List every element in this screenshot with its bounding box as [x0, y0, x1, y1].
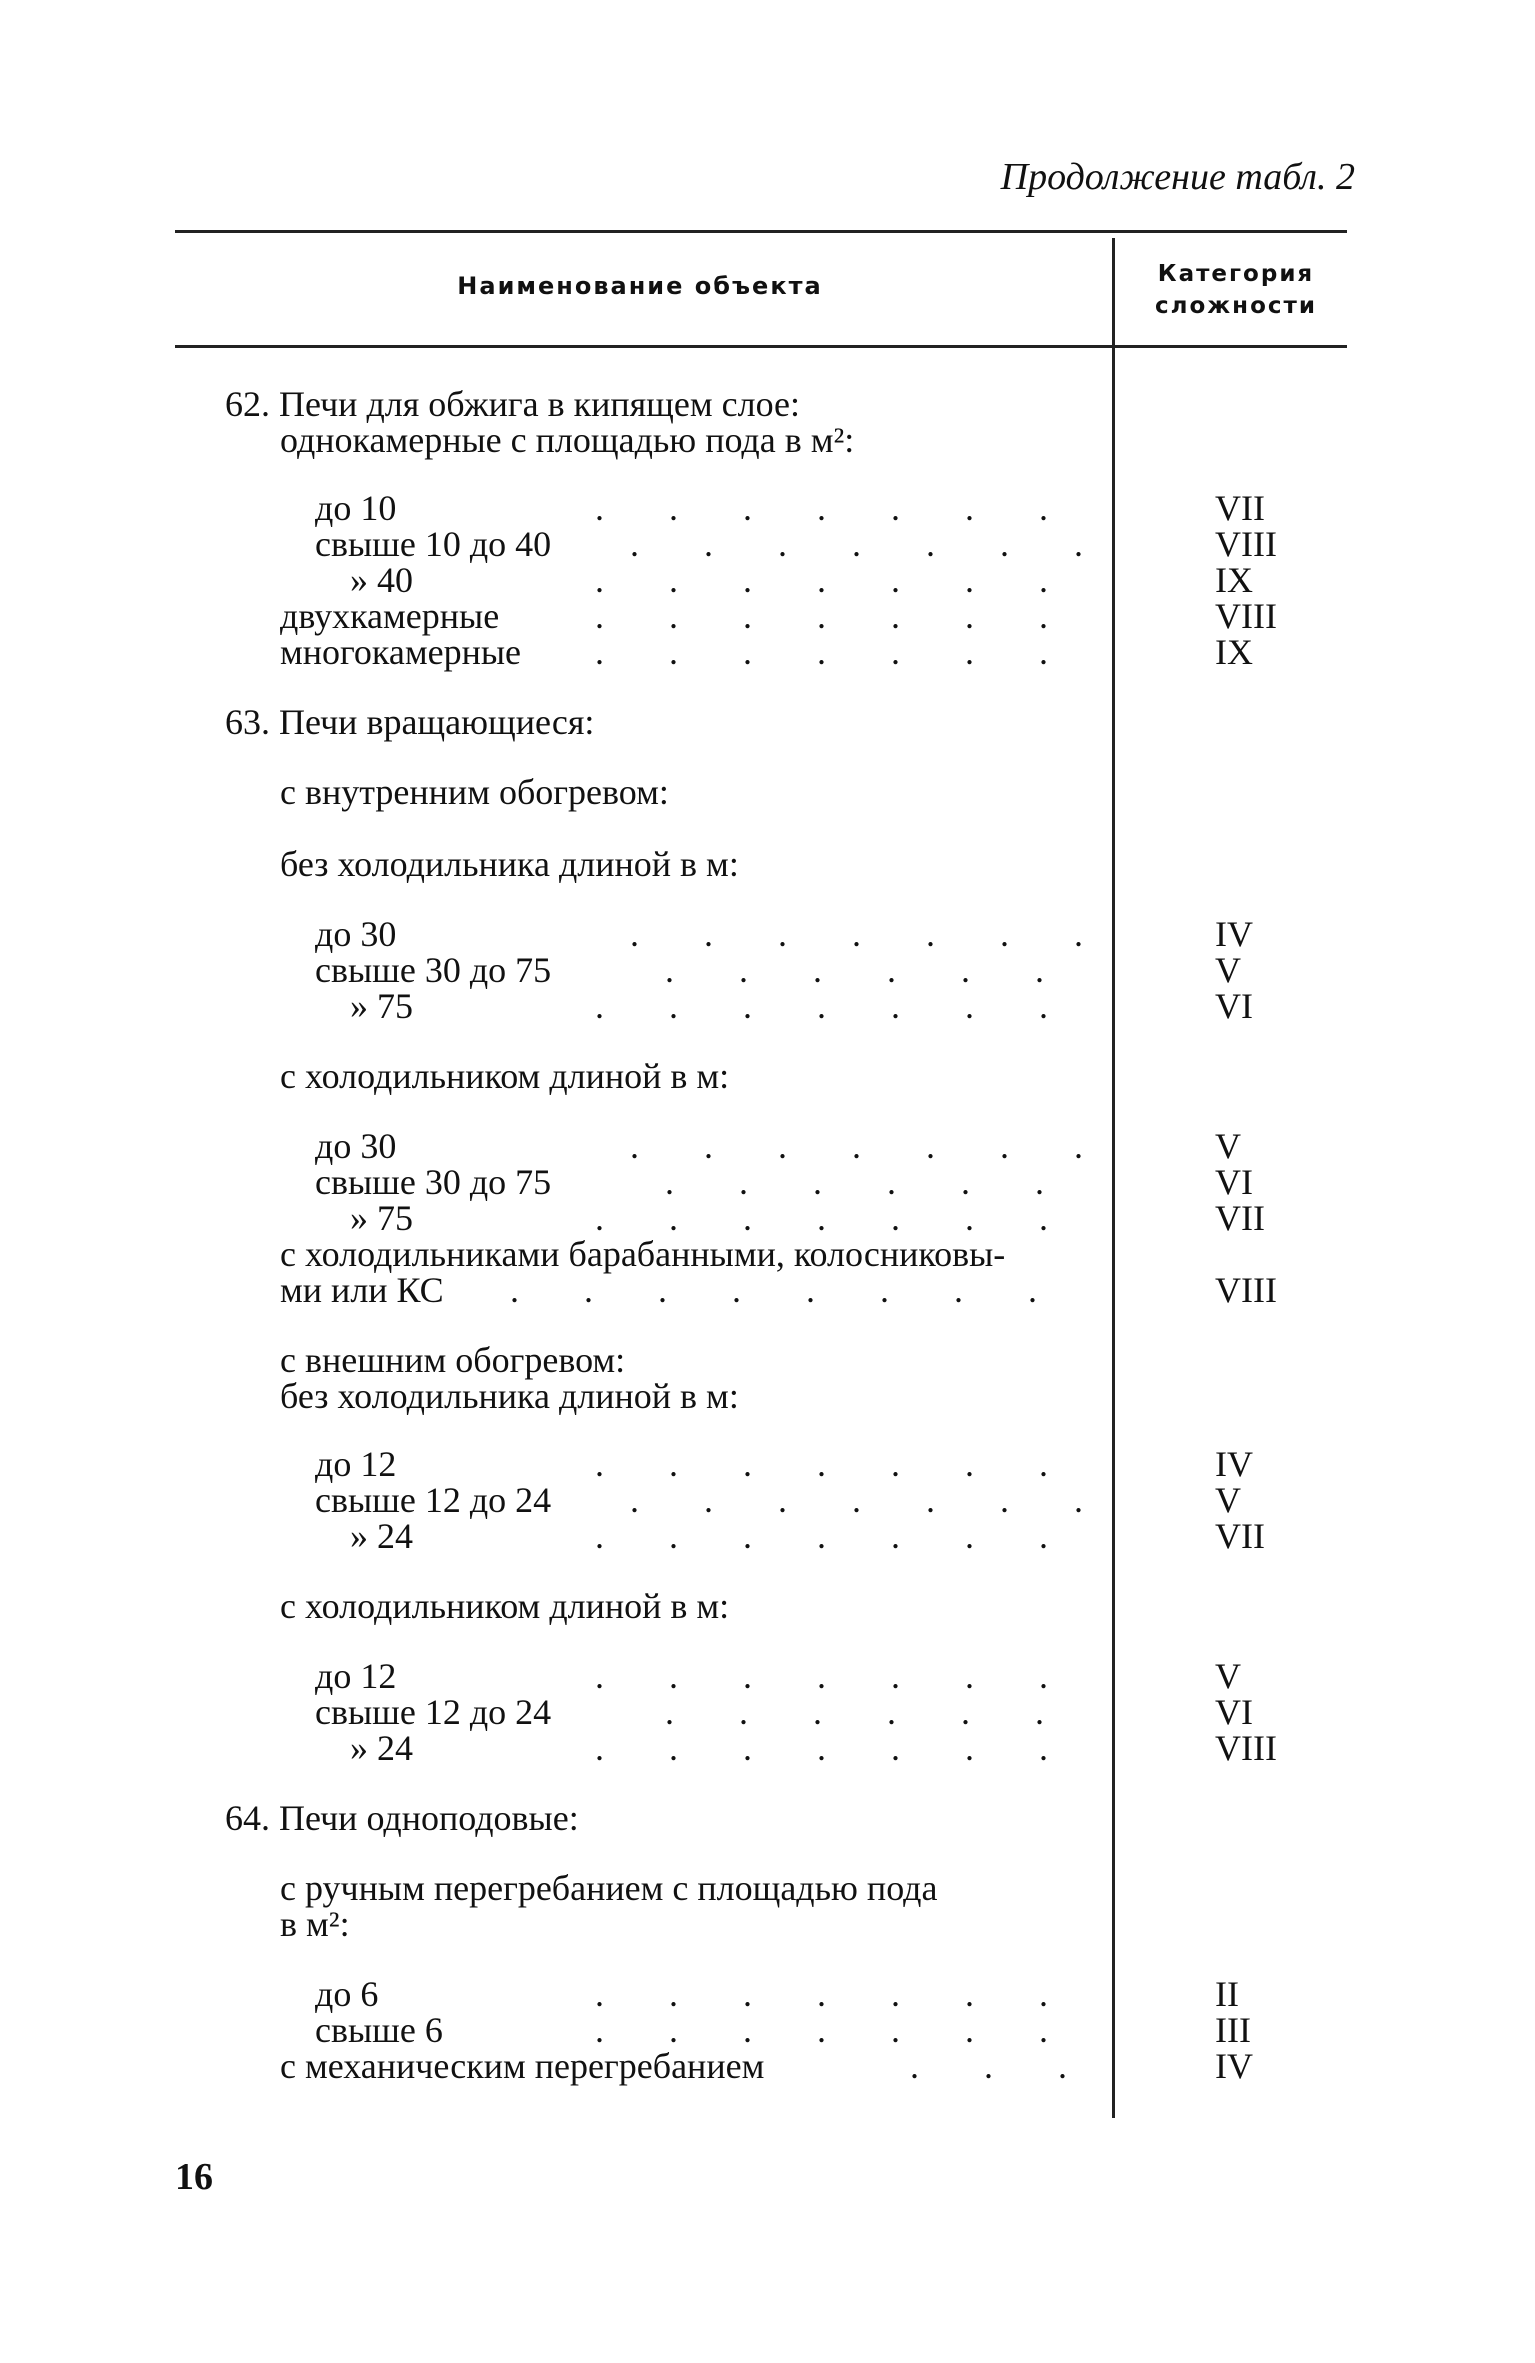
table-row — [0, 634, 1400, 670]
leader-dots: . . . . . . . — [630, 914, 1111, 954]
row-category: IV — [1215, 2046, 1253, 2086]
row-label: до 12 — [315, 1656, 397, 1696]
row-label: до 30 — [315, 1126, 397, 1166]
row-subheading: без холодильника длиной в м: — [280, 1376, 739, 1416]
row-category: VII — [1215, 1198, 1265, 1238]
table-row — [0, 1164, 1400, 1200]
row-subheading: однокамерные с площадью пода в м²: — [280, 420, 855, 460]
row-category: III — [1215, 2010, 1251, 2050]
row-subheading: с внешним обогревом: — [280, 1340, 626, 1380]
row-label: двухкамерные — [280, 596, 500, 636]
col-category-header-line2: сложности — [1155, 293, 1317, 319]
table-row — [0, 952, 1400, 988]
row-label: свыше 10 до 40 — [315, 524, 552, 564]
row-category: V — [1215, 1126, 1241, 1166]
table-row — [0, 1730, 1400, 1766]
leader-dots: . . . . . . . — [595, 1444, 1076, 1484]
row-category: IX — [1215, 560, 1253, 600]
leader-dots: . . . . . . . — [595, 560, 1076, 600]
leader-dots: . . . . . . . — [595, 1198, 1076, 1238]
table-row — [0, 1272, 1400, 1308]
row-subheading: с холодильником длиной в м: — [280, 1056, 730, 1096]
table-row — [0, 1658, 1400, 1694]
table-row — [0, 1518, 1400, 1554]
row-category: VI — [1215, 1692, 1253, 1732]
row-label: свыше 30 до 75 — [315, 1162, 552, 1202]
row-category: VIII — [1215, 1728, 1277, 1768]
row-label: с механическим перегребанием — [280, 2046, 765, 2086]
row-category: VII — [1215, 1516, 1265, 1556]
leader-dots: . . . — [910, 2046, 1095, 2086]
table-row — [0, 1128, 1400, 1164]
table-row — [0, 2012, 1400, 2048]
row-category: V — [1215, 1656, 1241, 1696]
leader-dots: . . . . . . . — [595, 1516, 1076, 1556]
row-label: » 24 — [350, 1516, 413, 1556]
page-heading: Продолжение табл. 2 — [1000, 156, 1355, 198]
leader-dots: . . . . . . — [665, 1692, 1072, 1732]
row-label: до 30 — [315, 914, 397, 954]
row-category: VIII — [1215, 596, 1277, 636]
row-label: свыше 12 до 24 — [315, 1480, 552, 1520]
table-row — [0, 598, 1400, 634]
row-category: VI — [1215, 1162, 1253, 1202]
leader-dots: . . . . . . . — [630, 1480, 1111, 1520]
row-section: 62. Печи для обжига в кипящем слое: — [225, 384, 801, 424]
row-label: до 10 — [315, 488, 397, 528]
row-category: VIII — [1215, 524, 1277, 564]
row-label: ми или КС — [280, 1270, 444, 1310]
leader-dots: . . . . . . . — [595, 1974, 1076, 2014]
table-row — [0, 916, 1400, 952]
row-category: II — [1215, 1974, 1239, 2014]
leader-dots: . . . . . . . — [595, 596, 1076, 636]
leader-dots: . . . . . . — [665, 1162, 1072, 1202]
table-row — [0, 1200, 1400, 1236]
row-label: свыше 6 — [315, 2010, 443, 2050]
row-category: IX — [1215, 632, 1253, 672]
row-label: свыше 30 до 75 — [315, 950, 552, 990]
table-row — [0, 988, 1400, 1024]
row-subheading: с холодильником длиной в м: — [280, 1586, 730, 1626]
row-category: VII — [1215, 488, 1265, 528]
table-row — [0, 2048, 1400, 2084]
row-label: » 24 — [350, 1728, 413, 1768]
row-category: V — [1215, 950, 1241, 990]
leader-dots: . . . . . . . — [595, 488, 1076, 528]
row-subheading: с холодильниками барабанными, колосниковы- — [280, 1234, 1006, 1274]
col-name-header: Наименование объекта — [457, 272, 823, 300]
row-label: » 75 — [350, 986, 413, 1026]
leader-dots: . . . . . . . . — [510, 1270, 1065, 1310]
row-label: » 40 — [350, 560, 413, 600]
row-category: IV — [1215, 1444, 1253, 1484]
table-row — [0, 1482, 1400, 1518]
table-header-rule — [175, 345, 1347, 348]
leader-dots: . . . . . . . — [630, 524, 1111, 564]
leader-dots: . . . . . . . — [595, 1728, 1076, 1768]
leader-dots: . . . . . . — [665, 950, 1072, 990]
leader-dots: . . . . . . . — [595, 1656, 1076, 1696]
row-category: VIII — [1215, 1270, 1277, 1310]
row-label: до 12 — [315, 1444, 397, 1484]
table-row — [0, 526, 1400, 562]
row-subheading: без холодильника длиной в м: — [280, 844, 739, 884]
page-number: 16 — [175, 2156, 213, 2198]
row-label: свыше 12 до 24 — [315, 1692, 552, 1732]
row-subheading: с внутренним обогревом: — [280, 772, 669, 812]
row-category: VI — [1215, 986, 1253, 1026]
row-category: V — [1215, 1480, 1241, 1520]
table-row — [0, 562, 1400, 598]
row-section: 63. Печи вращающиеся: — [225, 702, 595, 742]
table-row — [0, 1446, 1400, 1482]
table-row — [0, 490, 1400, 526]
row-label: многокамерные — [280, 632, 522, 672]
row-section: 64. Печи одноподовые: — [225, 1798, 579, 1838]
row-subheading: с ручным перегребанием с площадью пода — [280, 1868, 938, 1908]
row-label: до 6 — [315, 1974, 379, 2014]
table-row — [0, 1694, 1400, 1730]
leader-dots: . . . . . . . — [595, 986, 1076, 1026]
row-label: » 75 — [350, 1198, 413, 1238]
row-category: IV — [1215, 914, 1253, 954]
row-subheading: в м²: — [280, 1904, 350, 1944]
leader-dots: . . . . . . . — [595, 632, 1076, 672]
table-row — [0, 1976, 1400, 2012]
leader-dots: . . . . . . . — [595, 2010, 1076, 2050]
leader-dots: . . . . . . . — [630, 1126, 1111, 1166]
table-top-rule — [175, 230, 1347, 233]
col-category-header-line1: Категория — [1157, 261, 1315, 287]
col-category-header — [1125, 258, 1347, 322]
